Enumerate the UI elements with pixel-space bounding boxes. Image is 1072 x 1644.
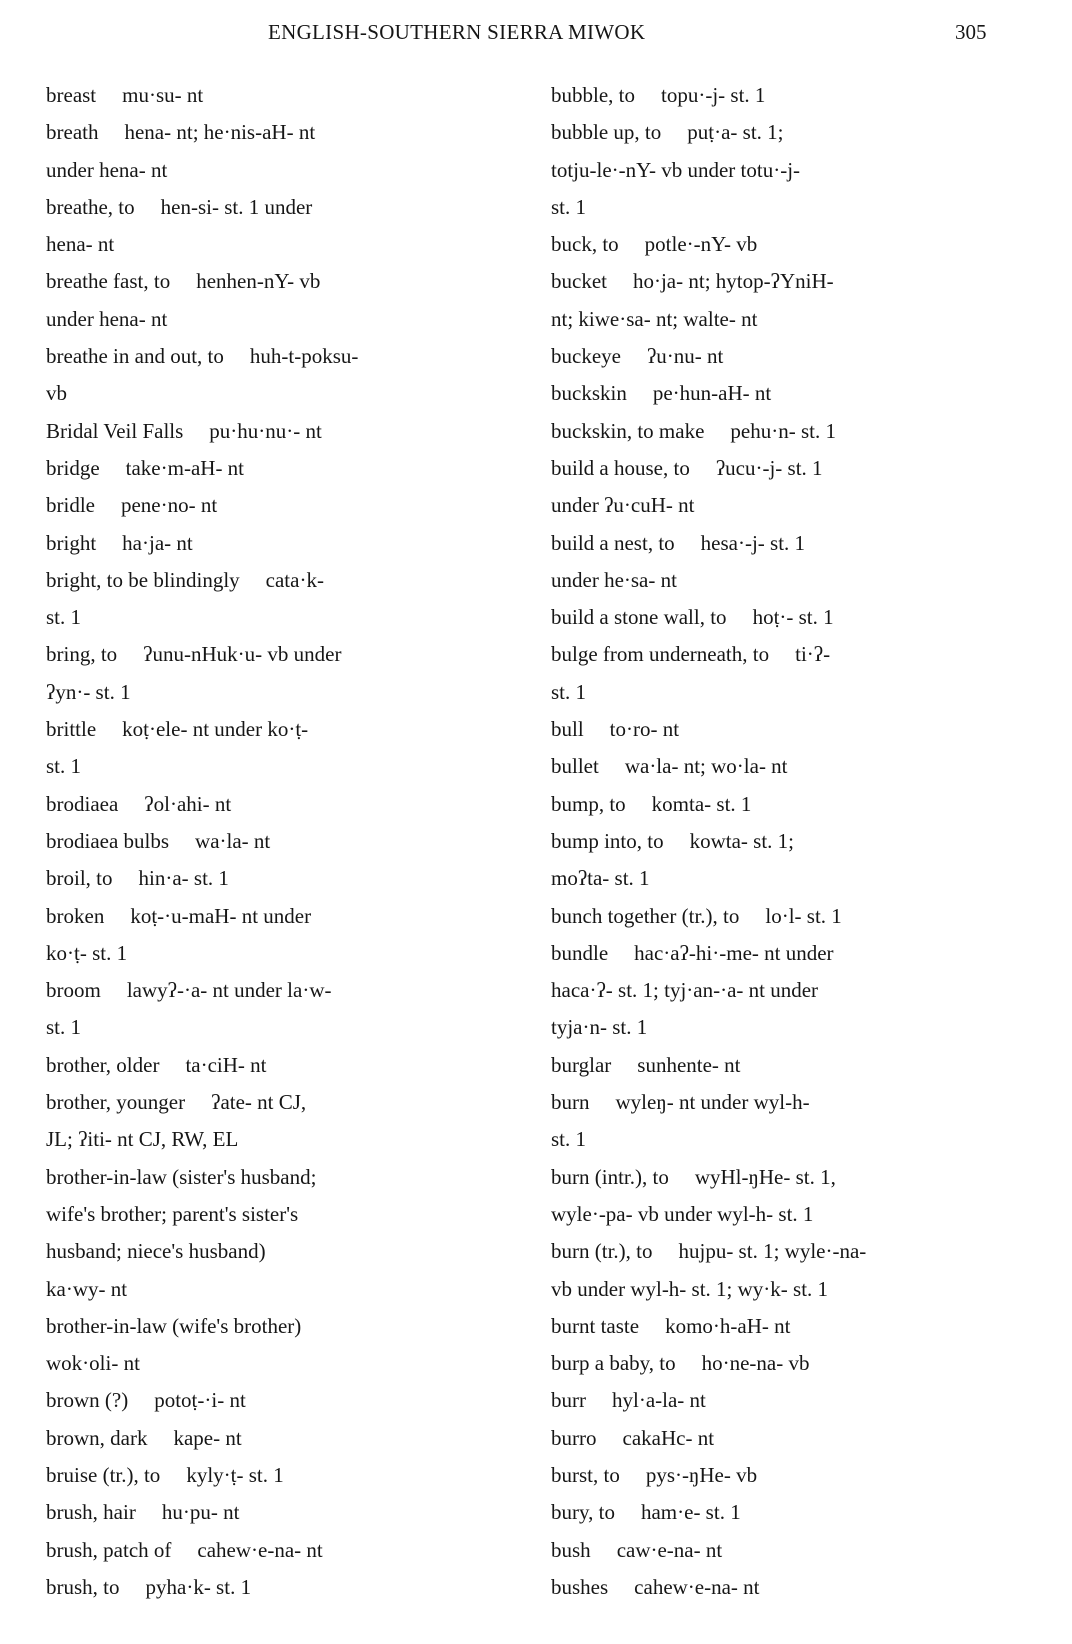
dictionary-entry: [46, 562, 516, 637]
entry-headword: buckeye: [551, 344, 621, 369]
dictionary-entry: [551, 636, 1051, 711]
dictionary-entry: [46, 77, 516, 114]
entry-headword: brush, hair: [46, 1500, 136, 1525]
entry-headword: buck, to: [551, 232, 619, 257]
entry-definition: ʔu·nu- nt: [646, 344, 724, 369]
entry-definition: wa·la- nt: [195, 828, 271, 853]
entry-headword: bush: [551, 1537, 591, 1562]
dictionary-entry: [46, 823, 516, 860]
dictionary-entry: [46, 1159, 516, 1308]
entry-definition: pe·hun-aH- nt: [652, 381, 772, 406]
entry-continuation: st. 1: [551, 679, 587, 704]
entry-headword: burro: [551, 1425, 597, 1450]
entry-definition: potle·-nY- vb: [644, 232, 758, 257]
entry-headword: bundle: [551, 940, 609, 965]
dictionary-entry: [551, 1569, 1051, 1606]
entry-headword: burp a baby, to: [551, 1351, 676, 1376]
entry-headword: breathe fast, to: [46, 269, 171, 294]
dictionary-entry: [551, 786, 1051, 823]
dictionary-entry: [46, 1382, 516, 1419]
entry-definition: sunhente- nt: [637, 1052, 741, 1077]
entry-headword: brother, older: [46, 1052, 160, 1077]
entry-definition: huh-t-poksu-: [249, 344, 359, 369]
dictionary-entry: [46, 450, 516, 487]
entry-definition: hin·a- st. 1: [138, 866, 229, 891]
entry-definition: cahew·e-na- nt: [197, 1537, 323, 1562]
dictionary-entry: [551, 1457, 1051, 1494]
entry-continuation: totju-le·-nY- vb under totu·-j-: [551, 157, 801, 182]
entry-headword: brother-in-law (wife's brother): [46, 1313, 302, 1338]
entry-continuation: st. 1: [551, 194, 587, 219]
entry-headword: burst, to: [551, 1462, 620, 1487]
entry-definition: ʔunu-nHuk·u- vb under: [143, 642, 342, 667]
entry-definition: hena- nt; he·nis-aH- nt: [124, 120, 316, 145]
entry-headword: bridle: [46, 493, 95, 518]
entry-definition: komo·h-aH- nt: [665, 1313, 791, 1338]
entry-continuation: wok·oli- nt: [46, 1351, 140, 1376]
dictionary-entry: [46, 1532, 516, 1569]
dictionary-entry: [46, 114, 516, 189]
entry-headword: buckskin: [551, 381, 627, 406]
dictionary-entry: [46, 1457, 516, 1494]
entry-headword: brother-in-law (sister's husband;: [46, 1164, 317, 1189]
entry-definition: mu·su- nt: [122, 83, 204, 107]
entry-definition: hesa·-j- st. 1: [700, 530, 806, 555]
entry-definition: komta- st. 1: [651, 791, 752, 816]
entry-headword: Bridal Veil Falls: [46, 418, 184, 443]
entry-headword: breathe, to: [46, 194, 135, 219]
dictionary-entry: [551, 450, 1051, 525]
entry-definition: to·ro- nt: [609, 717, 680, 742]
entry-definition: puṭ·a- st. 1;: [687, 120, 784, 145]
dictionary-entry: [551, 935, 1051, 1047]
entry-definition: ʔol·ahi- nt: [144, 791, 232, 816]
dictionary-entry: [551, 711, 1051, 748]
dictionary-entry: [551, 1532, 1051, 1569]
entry-headword: brown, dark: [46, 1425, 148, 1450]
entry-headword: bridge: [46, 455, 100, 480]
entry-definition: ta·ciH- nt: [185, 1052, 267, 1077]
entry-continuation: under hena- nt: [46, 306, 168, 331]
entry-headword: brush, to: [46, 1574, 120, 1599]
dictionary-entry: [551, 1159, 1051, 1234]
entry-definition: pehu·n- st. 1: [730, 418, 836, 443]
entry-continuation: ka·wy- nt: [46, 1276, 128, 1301]
entry-headword: build a stone wall, to: [551, 605, 727, 630]
dictionary-entry: [551, 1345, 1051, 1382]
entry-continuation: moʔta- st. 1: [551, 866, 650, 891]
entry-continuation: vb under wyl-h- st. 1; wy·k- st. 1: [551, 1276, 829, 1301]
entry-headword: breathe in and out, to: [46, 344, 224, 369]
entry-definition: cata·k-: [265, 567, 324, 592]
dictionary-entry: [551, 114, 1051, 226]
entry-headword: build a house, to: [551, 455, 690, 480]
entry-continuation: hena- nt: [46, 232, 115, 257]
entry-continuation: ko·ṭ- st. 1: [46, 940, 128, 965]
entry-continuation: tyja·n- st. 1: [551, 1015, 648, 1040]
dictionary-entry: [551, 748, 1051, 785]
dictionary-entry: [46, 189, 516, 264]
entry-continuation: st. 1: [46, 1015, 82, 1040]
entry-headword: brittle: [46, 717, 97, 742]
entry-headword: burr: [551, 1388, 586, 1413]
entry-definition: pene·no- nt: [120, 493, 218, 518]
dictionary-entry: [551, 599, 1051, 636]
entry-headword: brodiaea: [46, 791, 119, 816]
entry-headword: brown (?): [46, 1388, 129, 1413]
entry-continuation: st. 1: [46, 754, 82, 779]
entry-definition: henhen-nY- vb: [196, 269, 321, 294]
entry-headword: breath: [46, 120, 99, 145]
dictionary-entry: [551, 338, 1051, 375]
dictionary-entry: [551, 1047, 1051, 1084]
entry-headword: bull: [551, 717, 584, 742]
entry-definition: pys·-ŋHe- vb: [645, 1462, 758, 1487]
entry-definition: hen-si- st. 1 under: [160, 194, 313, 219]
entry-continuation: st. 1: [46, 605, 82, 630]
dictionary-entry: [46, 1569, 516, 1606]
entry-definition: pyha·k- st. 1: [145, 1574, 252, 1599]
entry-definition: potoṭ-·i- nt: [154, 1388, 246, 1413]
entry-headword: bushes: [551, 1574, 609, 1599]
entry-headword: burn (tr.), to: [551, 1239, 653, 1264]
entry-headword: buckskin, to make: [551, 418, 705, 443]
dictionary-entry: [46, 1420, 516, 1457]
entry-headword: bruise (tr.), to: [46, 1462, 161, 1487]
entry-definition: hu·pu- nt: [161, 1500, 240, 1525]
entry-headword: build a nest, to: [551, 530, 675, 555]
entry-headword: broil, to: [46, 866, 113, 891]
entry-headword: bucket: [551, 269, 607, 294]
entry-definition: pu·hu·nu·- nt: [209, 418, 322, 443]
entry-headword: bring, to: [46, 642, 118, 667]
entry-definition: kape- nt: [173, 1425, 242, 1450]
entry-continuation: husband; niece's husband): [46, 1239, 266, 1264]
entry-definition: kyly·ṭ- st. 1: [186, 1462, 284, 1487]
dictionary-entry: [551, 823, 1051, 898]
entry-definition: hoṭ·- st. 1: [752, 605, 834, 630]
entry-headword: bury, to: [551, 1500, 615, 1525]
dictionary-entry: [46, 1084, 516, 1159]
dictionary-entry: [46, 525, 516, 562]
entry-definition: hac·aʔ-hi·-me- nt under: [634, 940, 834, 965]
dictionary-entry: [46, 487, 516, 524]
entry-continuation: nt; kiwe·sa- nt; walte- nt: [551, 306, 758, 331]
entry-continuation: wyle·-pa- vb under wyl-h- st. 1: [551, 1201, 814, 1226]
dictionary-entry: [46, 338, 516, 413]
dictionary-entry: [551, 525, 1051, 600]
dictionary-entry: [551, 77, 1051, 114]
entry-definition: hyl·a-la- nt: [612, 1388, 706, 1413]
running-title: ENGLISH-SOUTHERN SIERRA MIWOK: [268, 20, 646, 44]
entry-continuation: JL; ʔiti- nt CJ, RW, EL: [46, 1127, 239, 1152]
dictionary-entry: [46, 860, 516, 897]
page-header: [0, 20, 1072, 50]
entry-continuation: wife's brother; parent's sister's: [46, 1201, 299, 1226]
entry-definition: ho·ja- nt; hytop-ʔYniH-: [632, 269, 834, 294]
entry-continuation: under hena- nt: [46, 157, 168, 182]
entry-definition: lo·l- st. 1: [765, 903, 842, 928]
entry-headword: bulge from underneath, to: [551, 642, 770, 667]
entry-definition: cahew·e-na- nt: [634, 1574, 760, 1599]
dictionary-entry: [46, 786, 516, 823]
dictionary-entry: [46, 1494, 516, 1531]
entry-headword: burn: [551, 1090, 590, 1115]
dictionary-entry: [551, 1494, 1051, 1531]
entry-definition: wyHl-ŋHe- st. 1,: [694, 1164, 836, 1189]
entry-headword: bunch together (tr.), to: [551, 903, 740, 928]
dictionary-entry: [46, 972, 516, 1047]
entry-continuation: vb: [46, 381, 67, 406]
entry-headword: bright: [46, 530, 97, 555]
dictionary-entry: [551, 263, 1051, 338]
entry-definition: take·m-aH- nt: [125, 455, 245, 480]
entry-continuation: under ʔu·cuH- nt: [551, 493, 695, 518]
entry-headword: bubble up, to: [551, 120, 662, 145]
entry-definition: ha·ja- nt: [122, 530, 193, 555]
entry-headword: bright, to be blindingly: [46, 567, 240, 592]
dictionary-entry: [551, 375, 1051, 412]
dictionary-entry: [46, 263, 516, 338]
entry-headword: brush, patch of: [46, 1537, 172, 1562]
dictionary-entry: [551, 226, 1051, 263]
entry-headword: bubble, to: [551, 83, 635, 107]
dictionary-entry: [551, 1420, 1051, 1457]
dictionary-entry: [46, 413, 516, 450]
dictionary-entry: [46, 1047, 516, 1084]
entry-headword: broom: [46, 978, 101, 1003]
left-column: [46, 77, 516, 1606]
entry-headword: breast: [46, 83, 97, 107]
entry-headword: burn (intr.), to: [551, 1164, 669, 1189]
entry-definition: koṭ·ele- nt under ko·ṭ-: [122, 717, 309, 742]
entry-definition: wa·la- nt; wo·la- nt: [624, 754, 788, 779]
entry-headword: broken: [46, 903, 105, 928]
entry-continuation: st. 1: [551, 1127, 587, 1152]
entry-continuation: under he·sa- nt: [551, 567, 677, 592]
entry-definition: koṭ-·u-maH- nt under: [130, 903, 312, 928]
entry-definition: ʔate- nt CJ,: [211, 1090, 307, 1115]
entry-headword: bullet: [551, 754, 599, 779]
entry-headword: brother, younger: [46, 1090, 186, 1115]
entry-definition: hujpu- st. 1; wyle·-na-: [678, 1239, 867, 1264]
entry-definition: lawyʔ-·a- nt under la·w-: [126, 978, 332, 1003]
entry-headword: bump into, to: [551, 828, 664, 853]
dictionary-entry: [46, 711, 516, 786]
entry-headword: burglar: [551, 1052, 612, 1077]
entry-continuation: ʔyn·- st. 1: [46, 679, 131, 704]
entry-definition: ti·ʔ-: [795, 642, 831, 667]
dictionary-entry: [551, 1084, 1051, 1159]
entry-headword: brodiaea bulbs: [46, 828, 170, 853]
dictionary-entry: [551, 898, 1051, 935]
entry-definition: ho·ne-na- vb: [701, 1351, 810, 1376]
entry-definition: ham·e- st. 1: [640, 1500, 741, 1525]
entry-definition: kowta- st. 1;: [689, 828, 794, 853]
entry-definition: topu·-j- st. 1: [661, 83, 766, 107]
entry-definition: wyleŋ- nt under wyl-h-: [615, 1090, 810, 1115]
dictionary-entry: [46, 1308, 516, 1383]
dictionary-entry: [551, 413, 1051, 450]
entry-definition: ʔucu·-j- st. 1: [715, 455, 823, 480]
dictionary-entry: [46, 898, 516, 973]
dictionary-entry: [46, 636, 516, 711]
entry-continuation: haca·ʔ- st. 1; tyj·an-·a- nt under: [551, 978, 819, 1003]
entry-definition: caw·e-na- nt: [616, 1537, 723, 1562]
entry-headword: burnt taste: [551, 1313, 640, 1338]
dictionary-entry: [551, 1233, 1051, 1308]
entry-headword: bump, to: [551, 791, 626, 816]
right-column: [551, 77, 1051, 1606]
page-number: 305: [955, 20, 987, 44]
dictionary-entry: [551, 1308, 1051, 1345]
dictionary-entry: [551, 1382, 1051, 1419]
entry-definition: cakaHc- nt: [622, 1425, 715, 1450]
